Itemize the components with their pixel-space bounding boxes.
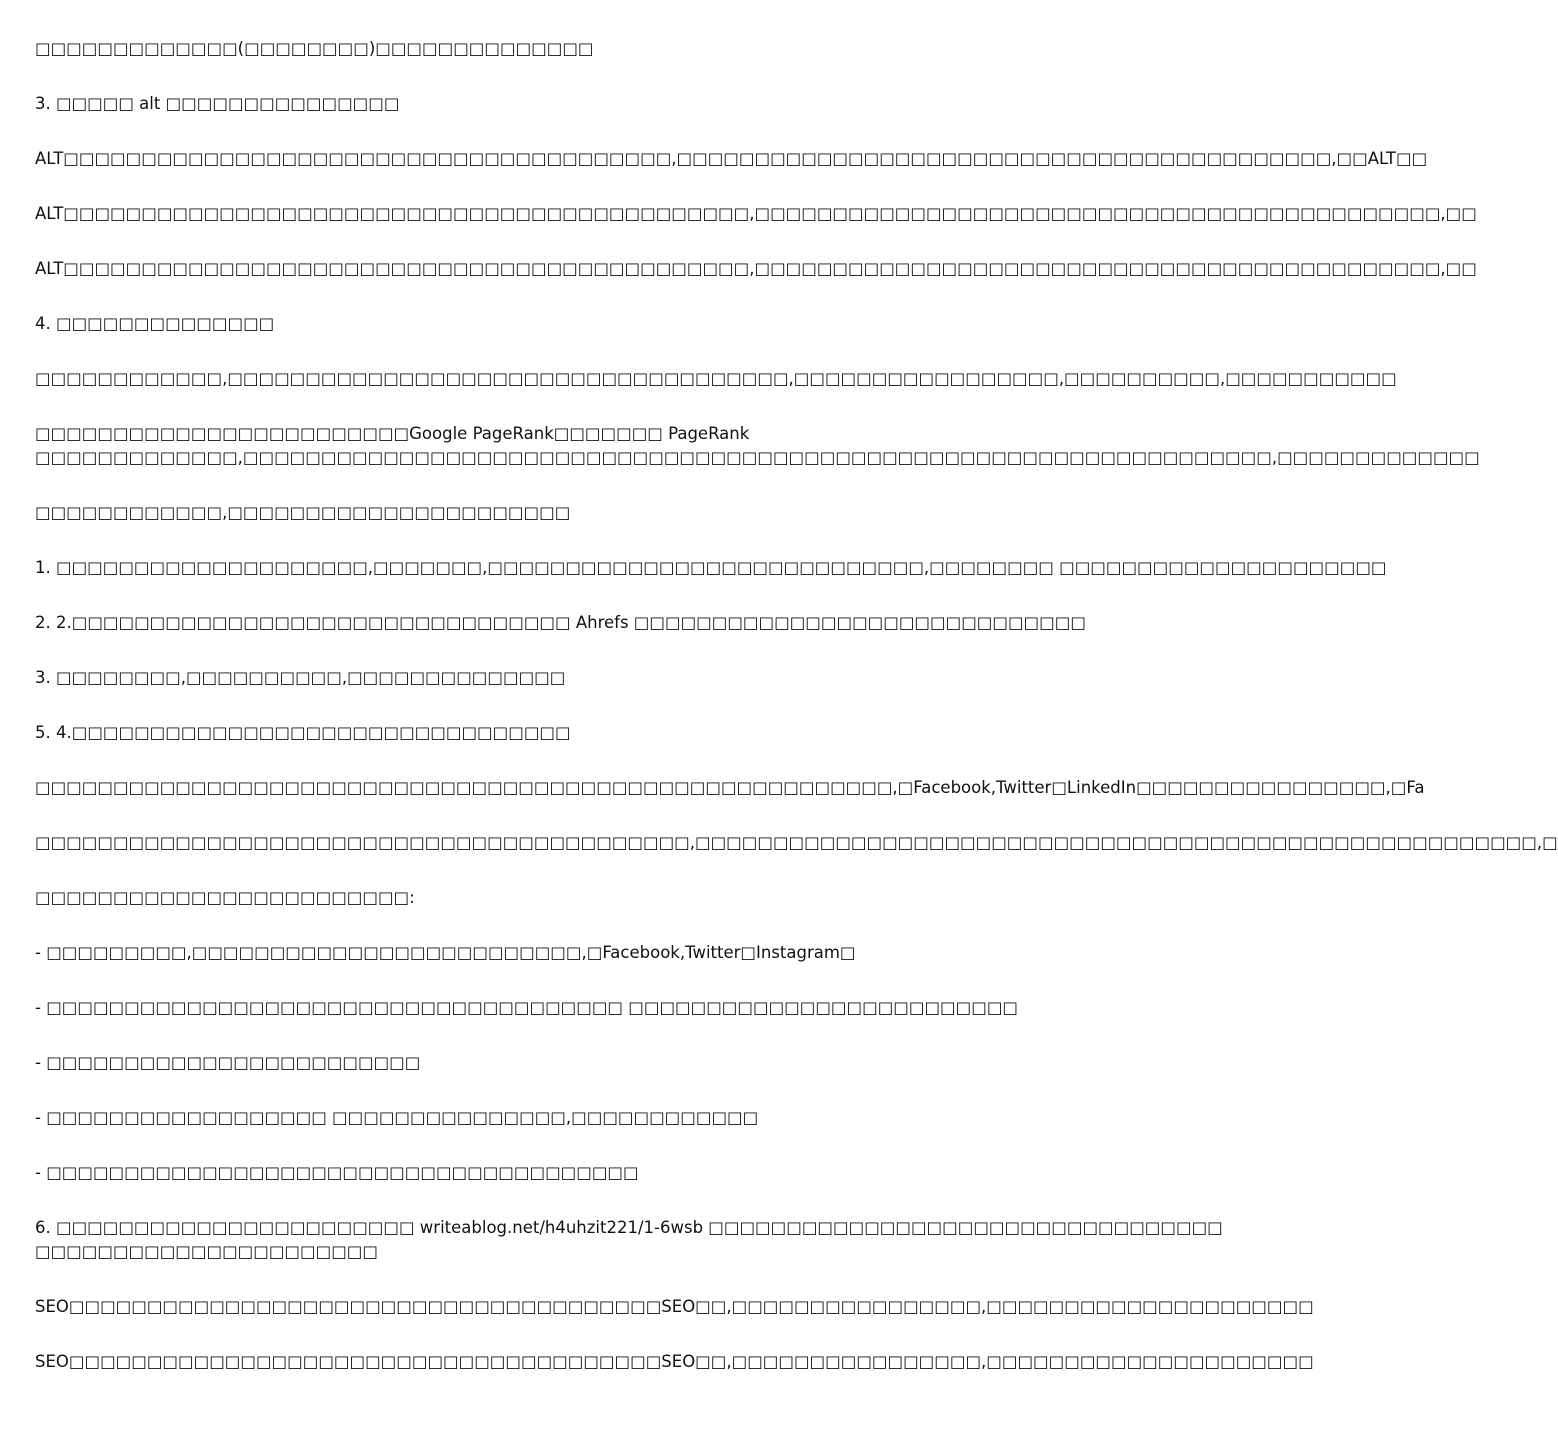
paragraph: □□□□□□□□□□□□□□□□□□□□□□□□□□□□□□□□□□□□□□□□□□,□□□□□□□□□□□□□□□□□□□□□□□□□□□□□□□□□□□□□□□□□□□□□□□□□□□□□□,□ [35, 833, 1558, 852]
paragraph-line: □□□□□□□□□□□□□,□□□□□□□□□□□□□□□□□□□□□□□□□□□□□□□□□□□□□□□□□□□□□□□□□□□□□□□□□□□□□□□□□□,□□□□□□□□□□□□□ [35, 448, 1480, 467]
paragraph: □□□□□□□□□□□□,□□□□□□□□□□□□□□□□□□□□□□□□□□□□□□□□□□□□,□□□□□□□□□□□□□□□□□,□□□□□□□□□□,□□□□□□□□□□□ [35, 369, 1397, 388]
list-item: 1. □□□□□□□□□□□□□□□□□□□□,□□□□□□□,□□□□□□□□□□□□□□□□□□□□□□□□□□□□,□□□□□□□□ □□□□□□□□□□□□□□□□□□□□□ [35, 558, 1387, 577]
paragraph-line: □□□□□□□□□□□□□□□□□□□□□□ [35, 1242, 378, 1261]
paragraph: ALT□□□□□□□□□□□□□□□□□□□□□□□□□□□□□□□□□□□□□□□□□□□□,□□□□□□□□□□□□□□□□□□□□□□□□□□□□□□□□□□□□□□□□□□□□,□□ [35, 204, 1477, 223]
paragraph: □□□□□□□□□□□□□□□□□□□□□□□□□□□□□□□□□□□□□□□□□□□□□□□□□□□□□□□,□Facebook,Twitter□LinkedIn□□□□□□□□□□□□□□□□,□Fa [35, 778, 1425, 797]
paragraph: ALT□□□□□□□□□□□□□□□□□□□□□□□□□□□□□□□□□□□□□□□,□□□□□□□□□□□□□□□□□□□□□□□□□□□□□□□□□□□□□□□□□□,□□ALT□□ [35, 149, 1428, 168]
list-item: - □□□□□□□□□□□□□□□□□□□□□□□□□□□□□□□□□□□□□□ [35, 1163, 639, 1182]
paragraph: SEO□□□□□□□□□□□□□□□□□□□□□□□□□□□□□□□□□□□□□□SEO□□,□□□□□□□□□□□□□□□□,□□□□□□□□□□□□□□□□□□□□□ [35, 1297, 1314, 1316]
section-heading: 4. □□□□□□□□□□□□□□ [35, 314, 275, 333]
section-heading: 5. 4.□□□□□□□□□□□□□□□□□□□□□□□□□□□□□□□□ [35, 723, 571, 742]
paragraph: ALT□□□□□□□□□□□□□□□□□□□□□□□□□□□□□□□□□□□□□□□□□□□□,□□□□□□□□□□□□□□□□□□□□□□□□□□□□□□□□□□□□□□□□□□□□,□□ [35, 259, 1477, 278]
paragraph-line: □□□□□□□□□□□□□□□□□□□□□□□□Google PageRank□□□□□□□ PageRank [35, 424, 750, 443]
list-item: 2. 2.□□□□□□□□□□□□□□□□□□□□□□□□□□□□□□□□ Ahrefs □□□□□□□□□□□□□□□□□□□□□□□□□□□□□ [35, 613, 1086, 632]
section-heading: 3. □□□□□ alt □□□□□□□□□□□□□□□ [35, 94, 400, 113]
list-item: - □□□□□□□□□,□□□□□□□□□□□□□□□□□□□□□□□□□,□Facebook,Twitter□Instagram□ [35, 943, 856, 962]
list-item: - □□□□□□□□□□□□□□□□□□□□□□□□ [35, 1053, 421, 1072]
paragraph: □□□□□□□□□□□□□(□□□□□□□□)□□□□□□□□□□□□□□ [35, 39, 594, 58]
list-item: 3. □□□□□□□□,□□□□□□□□□□,□□□□□□□□□□□□□□ [35, 668, 566, 687]
paragraph: □□□□□□□□□□□□□□□□□□□□□□□□: [35, 888, 415, 907]
paragraph-line: 6. □□□□□□□□□□□□□□□□□□□□□□□ writeablog.net/h4uhzit221/1-6wsb □□□□□□□□□□□□□□□□□□□□□□□□□□□□□□□□□ [35, 1218, 1223, 1237]
section-heading [35, 1216, 1223, 1264]
document-body [35, 37, 1558, 1405]
paragraph [35, 422, 1480, 470]
paragraph: SEO□□□□□□□□□□□□□□□□□□□□□□□□□□□□□□□□□□□□□□SEO□□,□□□□□□□□□□□□□□□□,□□□□□□□□□□□□□□□□□□□□□ [35, 1352, 1314, 1371]
list-item: - □□□□□□□□□□□□□□□□□□□□□□□□□□□□□□□□□□□□□ □□□□□□□□□□□□□□□□□□□□□□□□□ [35, 998, 1018, 1017]
list-item: - □□□□□□□□□□□□□□□□□□ □□□□□□□□□□□□□□□,□□□□□□□□□□□□ [35, 1108, 759, 1127]
paragraph: □□□□□□□□□□□□,□□□□□□□□□□□□□□□□□□□□□□ [35, 503, 571, 522]
